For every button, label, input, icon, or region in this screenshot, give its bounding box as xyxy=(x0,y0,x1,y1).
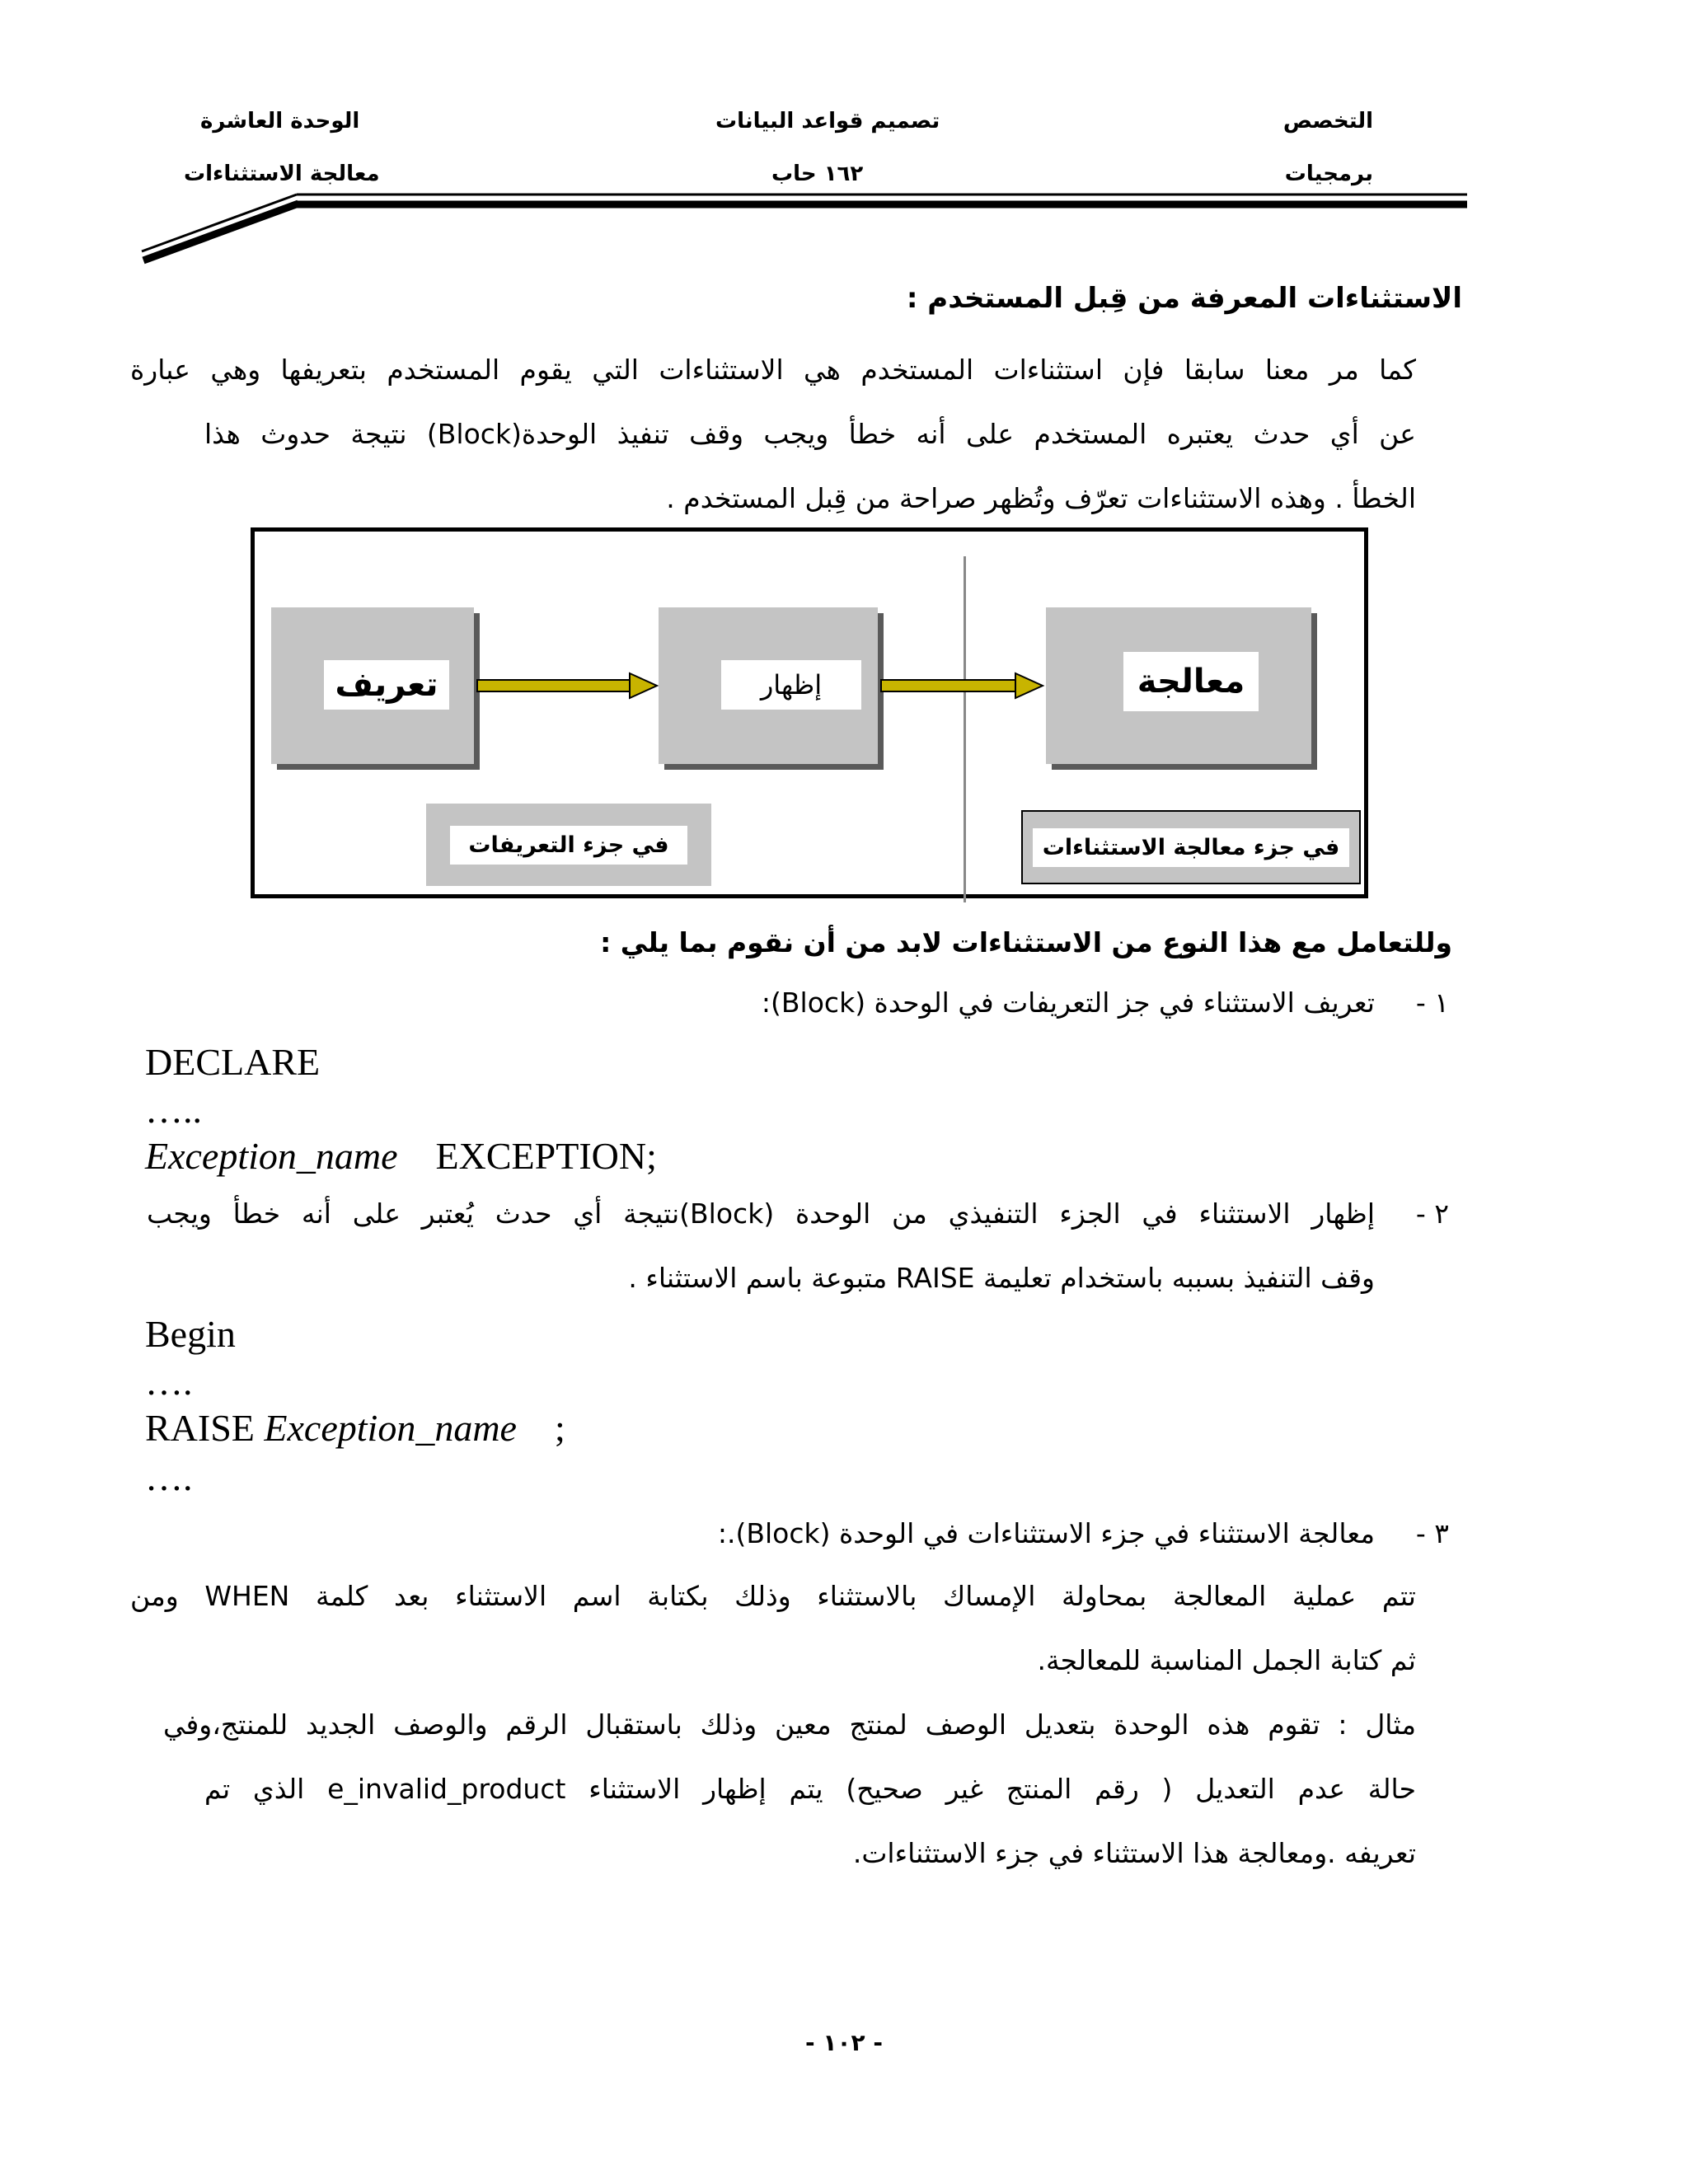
declarations-section-text: في جزء التعريفات xyxy=(450,826,687,865)
step-3-number: ٣ - xyxy=(1415,1517,1449,1549)
exceptions-section-label xyxy=(1021,810,1361,884)
raise-box-label: إظهار xyxy=(721,660,861,710)
intro-line-3: الخطأ . وهذه الاستثناءات تعرّف وتُظهر صراحة من قِبل المستخدم . xyxy=(666,482,1416,514)
handling-line-1: تتم عملية المعالجة بمحاولة الإمساك بالاستثناء وذلك بكتابة اسم الاستثناء بعد كلمة WHEN ومن xyxy=(130,1580,1416,1612)
header-divider xyxy=(0,0,1688,280)
code-exception-keyword: EXCEPTION; xyxy=(435,1135,657,1177)
header-specialization-value: برمجيات xyxy=(1284,162,1373,186)
header-unit-title: الوحدة العاشرة xyxy=(200,109,360,134)
define-box-label: تعريف xyxy=(324,660,449,710)
intro-line-2: عن أي حدث يعتبره المستخدم على أنه خطأ ويجب وقف تنفيذ الوحدة(Block) نتيجة حدوث هذا xyxy=(204,418,1416,450)
arrow-raise-to-handle xyxy=(881,673,1043,698)
code-declare: DECLARE xyxy=(145,1041,321,1083)
step-1-number: ١ - xyxy=(1415,987,1449,1019)
step-2-line-1: إظهار الاستثناء في الجزء التنفيذي من الوحدة (Block)نتيجة أي حدث يُعتبر على أنه خطأ ويجب xyxy=(147,1197,1375,1230)
steps-heading: وللتعامل مع هذا النوع من الاستثناءات لابد من أن نقوم بما يلي : xyxy=(600,926,1452,958)
code-exception-declaration xyxy=(145,1134,657,1178)
code-raise-exception-name: Exception_name xyxy=(264,1407,517,1449)
declarations-section-label xyxy=(426,804,711,886)
exceptions-section-text: في جزء معالجة الاستثناءات xyxy=(1033,828,1350,867)
handling-line-2: ثم كتابة الجمل المناسبة للمعالجة. xyxy=(1037,1644,1416,1676)
intro-line-1: كما مر معنا سابقا فإن استثناءات المستخدم هي الاستثناءات التي يقوم المستخدم بتعريفها وهي عبارة xyxy=(130,354,1416,386)
header-course-title: تصميم قواعد البيانات xyxy=(715,109,940,134)
header-specialization-title: التخصص xyxy=(1282,109,1373,134)
code-ellipsis-2: …. xyxy=(145,1361,193,1403)
example-line-2: حالة عدم التعديل ( رقم المنتج غير صحيح) يتم إظهار الاستثناء e_invalid_product الذي تم xyxy=(204,1773,1416,1805)
handle-box-label: معالجة xyxy=(1123,652,1259,711)
example-line-1: مثال : تقوم هذه الوحدة بتعديل الوصف لمنتج معين وذلك باستقبال الرقم والوصف الجديد للمنتج،وفي xyxy=(163,1708,1416,1741)
step-3-text: معالجة الاستثناء في جزء الاستثناءات في الوحدة (Block).: xyxy=(717,1517,1375,1549)
page-number: - ١٠٢ - xyxy=(804,2029,884,2056)
step-2-number: ٢ - xyxy=(1415,1197,1449,1230)
step-2-line-2: وقف التنفيذ بسببه باستخدام تعليمة RAISE متبوعة باسم الاستثناء . xyxy=(628,1262,1375,1294)
code-ellipsis-3: …. xyxy=(145,1456,193,1498)
header-course-code: ١٦٢ حاب xyxy=(771,162,864,186)
example-line-3: تعريفه .ومعالجة هذا الاستثناء في جزء الاستثناءات. xyxy=(852,1837,1416,1869)
header-unit-subject: معالجة الاستثناءات xyxy=(184,162,380,186)
code-raise-keyword: RAISE xyxy=(145,1407,255,1449)
arrow-define-to-raise xyxy=(477,673,657,698)
code-raise-statement xyxy=(145,1406,565,1450)
code-raise-semicolon: ; xyxy=(554,1407,565,1449)
exception-flow-diagram xyxy=(251,527,1368,898)
code-begin: Begin xyxy=(145,1313,236,1355)
section-title: الاستثناءات المعرفة من قِبل المستخدم : xyxy=(906,282,1462,315)
code-ellipsis-1: ….. xyxy=(145,1089,202,1131)
step-1-text: تعريف الاستثناء في جز التعريفات في الوحدة (Block): xyxy=(761,987,1375,1019)
code-exception-name: Exception_name xyxy=(145,1135,398,1177)
